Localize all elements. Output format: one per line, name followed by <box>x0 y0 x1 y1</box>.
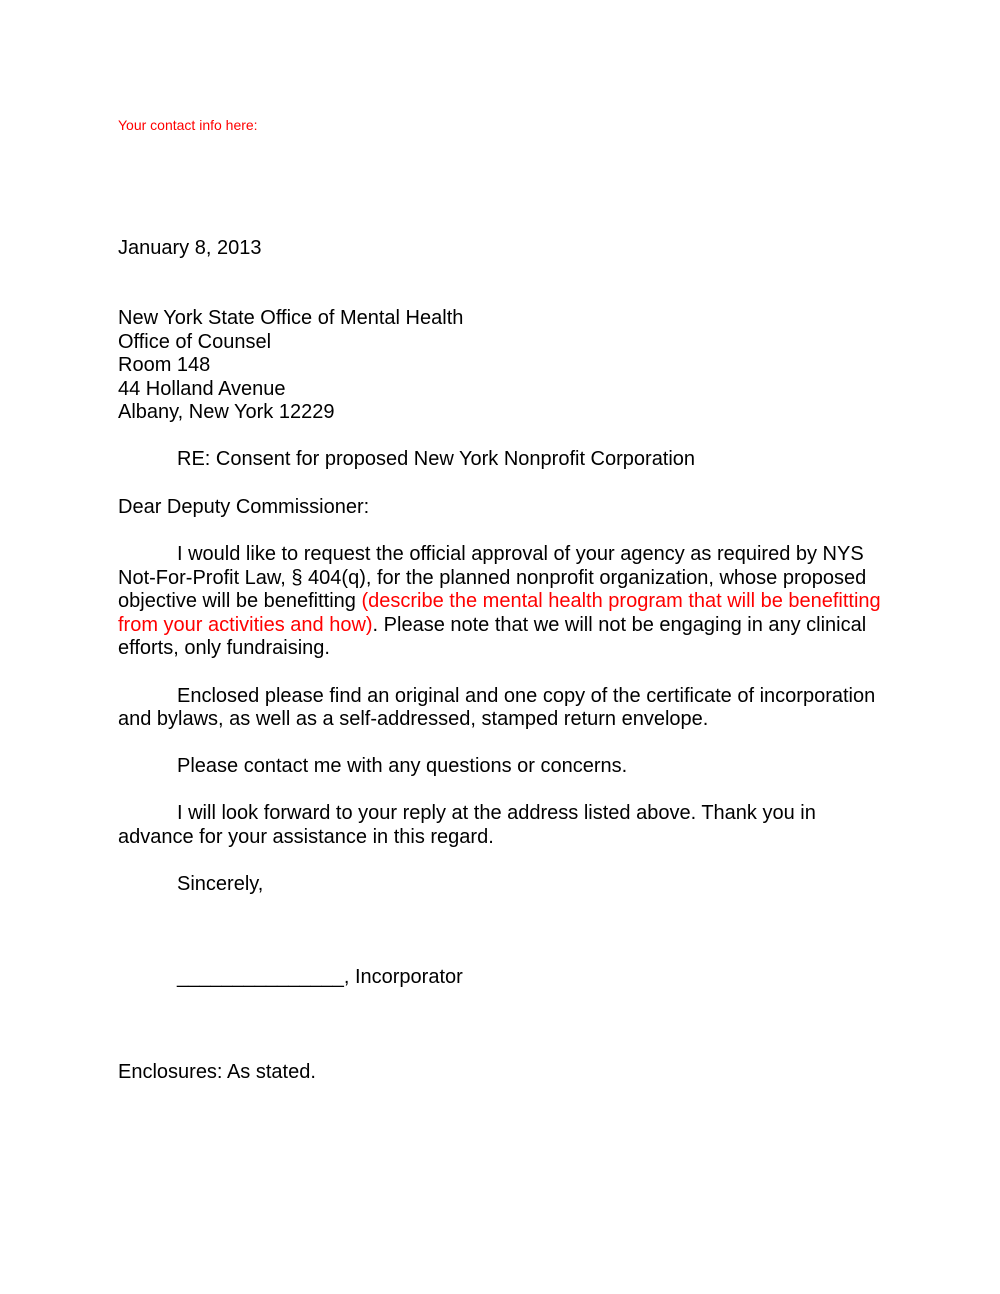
paragraph2-line-1: Enclosed please find an original and one copy of the certificate of incorporation <box>177 684 876 707</box>
paragraph1-line-1: I would like to request the official approval of your agency as required by NYS <box>177 543 864 565</box>
paragraph2-line-2: and bylaws, as well as a self-addressed, stamped return envelope. <box>118 708 709 730</box>
paragraph1-line-3 <box>118 590 881 614</box>
paragraph4-line-1: I will look forward to your reply at the address listed above. Thank you in <box>177 802 816 824</box>
program-description-placeholder: (describe the mental health program that will be benefitting <box>361 590 881 612</box>
recipient-line-1: New York State Office of Mental Health <box>118 307 464 329</box>
paragraph3: Please contact me with any questions or concerns. <box>177 755 628 777</box>
paragraph1-line-2: Not-For-Profit Law, § 404(q), for the planned nonprofit organization, whose proposed <box>118 566 867 589</box>
recipient-line-4: 44 Holland Avenue <box>118 377 286 400</box>
recipient-line-2: Office of Counsel <box>118 330 272 353</box>
closing: Sincerely, <box>177 872 264 895</box>
recipient-line-5: Albany, New York 12229 <box>118 401 335 423</box>
salutation: Dear Deputy Commissioner: <box>118 495 370 518</box>
paragraph4-line-2: advance for your assistance in this regard. <box>118 825 494 848</box>
paragraph1-line-3-text: objective will be benefitting <box>118 590 362 612</box>
signature-line: _______________, Incorporator <box>177 966 463 988</box>
paragraph1-line-4-text: . Please note that we will not be engaging in any clinical <box>372 613 867 636</box>
recipient-line-3: Room 148 <box>118 354 211 376</box>
paragraph1-line-5: efforts, only fundraising. <box>118 637 330 659</box>
paragraph1-line-4 <box>118 614 866 638</box>
letter-date: January 8, 2013 <box>118 237 262 259</box>
subject-line: RE: Consent for proposed New York Nonprofit Corporation <box>177 448 696 470</box>
contact-info-placeholder: Your contact info here: <box>118 117 258 133</box>
enclosures: Enclosures: As stated. <box>118 1060 316 1083</box>
program-description-placeholder-cont: from your activities and how) <box>118 613 373 636</box>
